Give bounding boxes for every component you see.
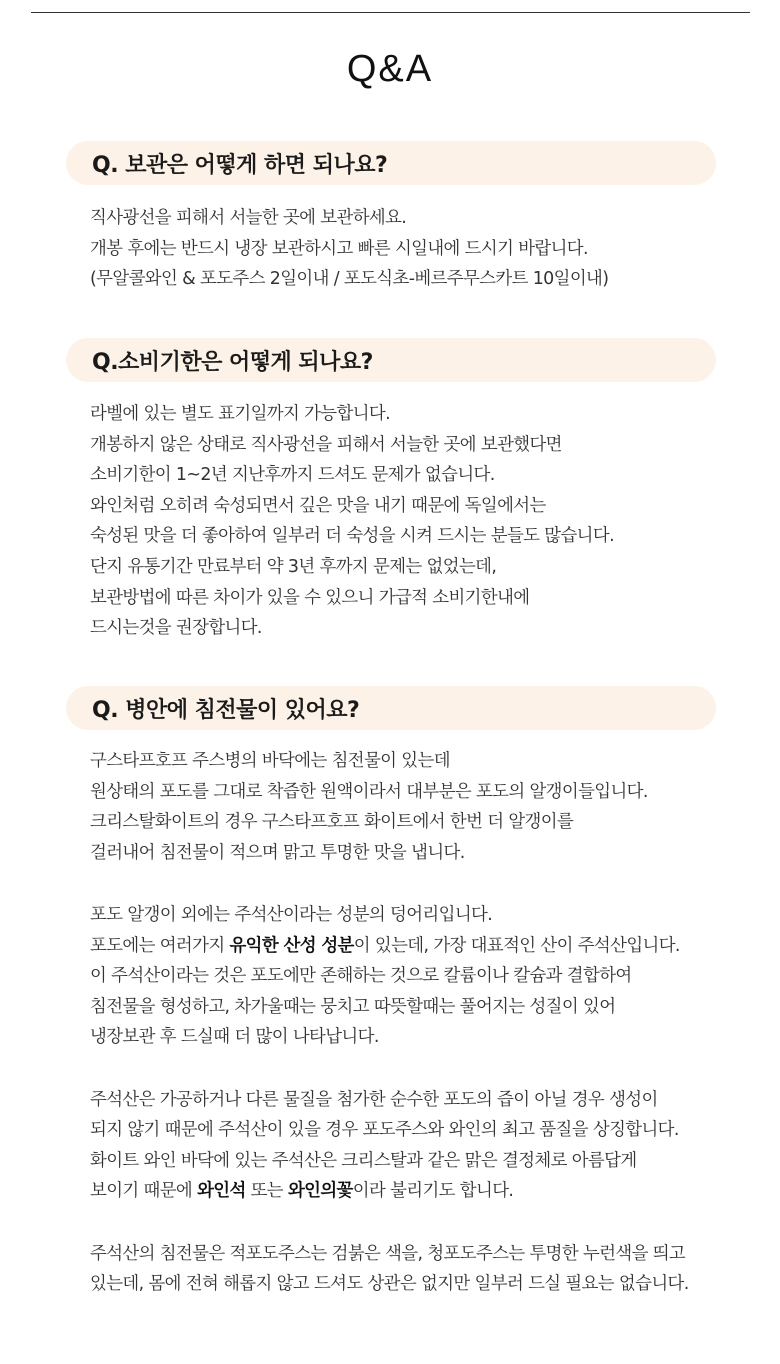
answer-line: 침전물을 형성하고, 차가울때는 뭉치고 따뜻할때는 풀어지는 성질이 있어 [90, 996, 616, 1017]
paragraph-gap [90, 1053, 750, 1085]
answer-line: (무알콜와인 & 포도주스 2일이내 / 포도식초-베르주무스카트 10일이내) [90, 269, 609, 290]
answer-line: 개봉 후에는 반드시 냉장 보관하시고 빠른 시일내에 드시기 바랍니다. [90, 238, 588, 259]
answer-line: 드시는것을 권장합니다. [90, 618, 262, 639]
paragraph-gap [90, 868, 750, 900]
answer-line: 포도 알갱이 외에는 주석산이라는 성분의 덩어리입니다. [90, 904, 493, 925]
answer-line: 단지 유통기간 만료부터 약 3년 후까지 문제는 없었는데, [90, 556, 497, 577]
answer-line: 걸러내어 침전물이 적으며 맑고 투명한 맛을 냅니다. [90, 842, 465, 863]
question-text: Q.소비기한은 어떻게 되나요? [92, 349, 373, 375]
answer-line: 직사광선을 피해서 서늘한 곳에 보관하세요. [90, 208, 407, 228]
highlight-text: 와인의꽃 [287, 1181, 353, 1202]
answer-line: 화이트 와인 바닥에 있는 주석산은 크리스탈과 같은 맑은 결정체로 아름답게 [90, 1150, 637, 1171]
answer-line: 원상태의 포도를 그대로 착즙한 원액이라서 대부분은 포도의 알갱이들입니다. [90, 781, 648, 802]
answer-line: 크리스탈화이트의 경우 구스타프호프 화이트에서 한번 더 알갱이를 [90, 812, 574, 833]
answer-line: 와인처럼 오히려 숙성되면서 깊은 맛을 내기 때문에 독일에서는 [90, 495, 546, 516]
answer-storage [90, 203, 750, 295]
answer-line: 포도에는 여러가지 유익한 산성 성분이 있는데, 가장 대표적인 산이 주석산입니다. [90, 935, 680, 956]
answer-line: 개봉하지 않은 상태로 직사광선을 피해서 서늘한 곳에 보관했다면 [90, 434, 562, 455]
answer-line: 보관방법에 따른 차이가 있을 수 있으니 가급적 소비기한내에 [90, 587, 530, 608]
answer-line: 주석산은 가공하거나 다른 물질을 첨가한 순수한 포도의 즙이 아닐 경우 생성이 [90, 1089, 658, 1110]
paragraph-gap [90, 1207, 750, 1239]
answer-sediment [90, 746, 750, 1300]
highlight-text: 와인석 [197, 1181, 246, 1202]
top-divider [31, 12, 750, 13]
answer-expiry [90, 399, 750, 644]
answer-line: 구스타프호프 주스병의 바닥에는 침전물이 있는데 [90, 751, 450, 771]
question-sediment [66, 686, 716, 730]
answer-line: 라벨에 있는 별도 표기일까지 가능합니다. [90, 404, 391, 424]
answer-line: 소비기한이 1~2년 지난후까지 드셔도 문제가 없습니다. [90, 465, 495, 486]
question-expiry [66, 338, 716, 382]
answer-line: 있는데, 몸에 전혀 해롭지 않고 드셔도 상관은 없지만 일부러 드실 필요는 없습니다. [90, 1274, 689, 1295]
answer-line: 냉장보관 후 드실때 더 많이 나타납니다. [90, 1027, 379, 1048]
page-title: Q&A [346, 48, 434, 90]
question-text: Q. 보관은 어떻게 하면 되나요? [92, 152, 388, 178]
question-storage [66, 141, 716, 185]
answer-line: 주석산의 침전물은 적포도주스는 검붉은 색을, 청포도주스는 투명한 누런색을 띄고 [90, 1243, 686, 1264]
answer-line: 보이기 때문에 와인석 또는 와인의꽃이라 불리기도 합니다. [90, 1181, 514, 1202]
question-text: Q. 병안에 침전물이 있어요? [92, 697, 360, 723]
answer-line: 되지 않기 때문에 주석산이 있을 경우 포도주스와 와인의 최고 품질을 상징합니다. [90, 1120, 679, 1141]
answer-line: 이 주석산이라는 것은 포도에만 존해하는 것으로 칼륨이나 칼슘과 결합하여 [90, 966, 632, 987]
highlight-text: 유익한 산성 성분 [229, 935, 354, 956]
answer-line: 숙성된 맛을 더 좋아하여 일부러 더 숙성을 시켜 드시는 분들도 많습니다. [90, 526, 614, 547]
